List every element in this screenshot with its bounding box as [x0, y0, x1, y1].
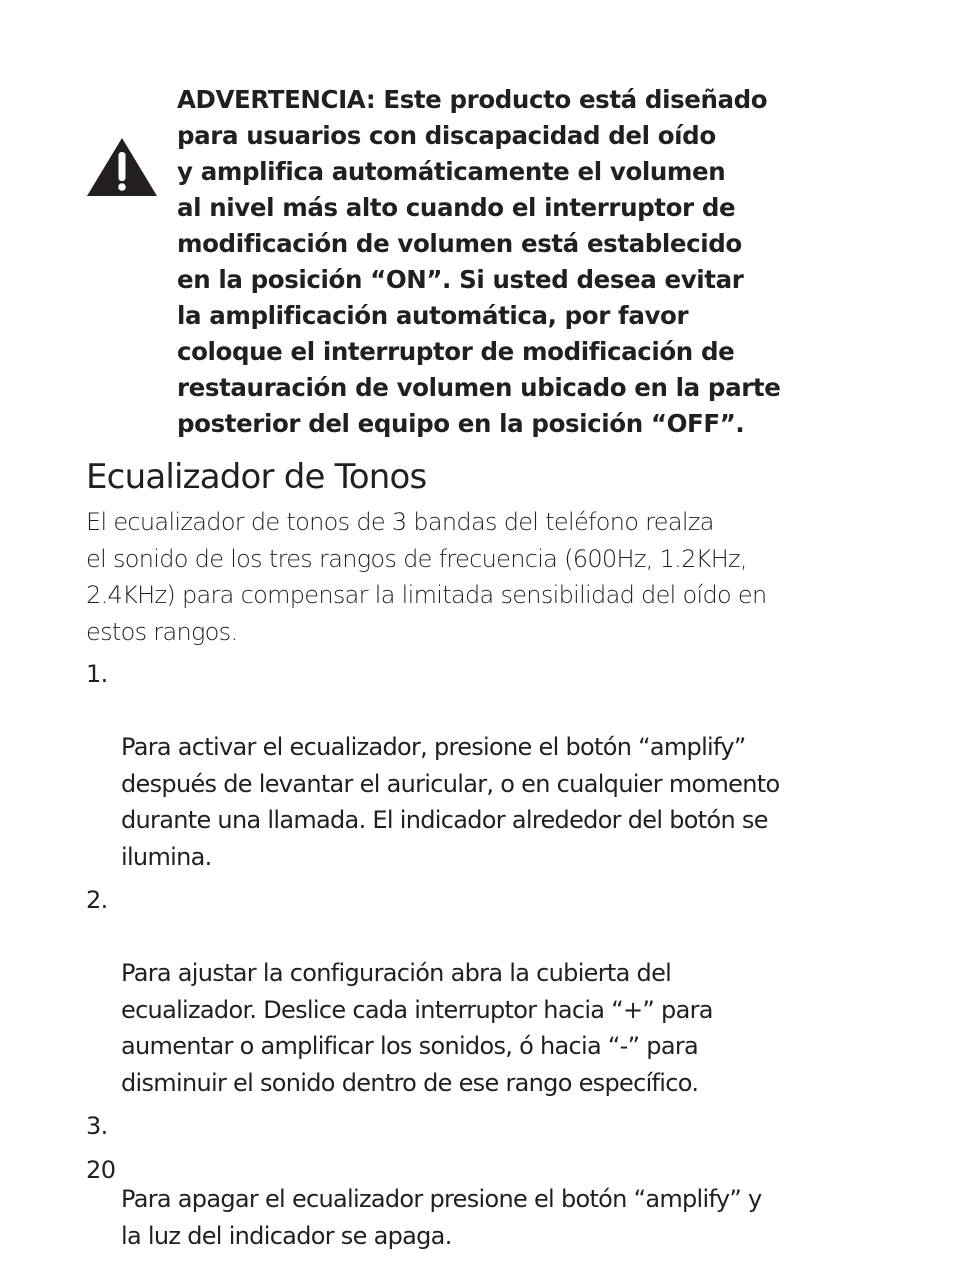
- step-item-3: [86, 1108, 886, 1254]
- step-text: Para ajustar la configuración abra la cubierta del ecualizador. Deslice cada interruptor hacia “+” para aumentar o amplificar los sonidos, ó hacia “-” para disminuir el sonido dentro de ese rango específico.: [121, 959, 713, 1097]
- warning-triangle-icon: [86, 136, 158, 198]
- step-text: Para apagar el ecualizador presione el botón “amplify” y la luz del indicador se apaga.: [121, 1185, 762, 1250]
- step-number: 2.: [86, 886, 108, 914]
- page-number: 20: [86, 1156, 116, 1184]
- step-number: 1.: [86, 660, 108, 688]
- section-title: Ecualizador de Tonos: [86, 457, 427, 497]
- step-item-1: [86, 656, 886, 875]
- intro-paragraph: El ecualizador de tonos de 3 bandas del teléfono realza el sonido de los tres rangos de frecuencia (600Hz, 1.2KHz, 2.4KHz) para compensar la limitada sensibilidad del oído en estos rangos.: [86, 508, 767, 646]
- step-text: Para activar el ecualizador, presione el botón “amplify” después de levantar el auricular, o en cualquier momento durante una llamada. El indicador alrededor del botón se ilumina.: [121, 733, 780, 871]
- step-item-2: [86, 882, 886, 1101]
- step-number: 3.: [86, 1112, 108, 1140]
- steps-list: [86, 656, 886, 1261]
- warning-text: ADVERTENCIA: Este producto está diseñado para usuarios con discapacidad del oído y amplifica automáticamente el volumen al nivel más alto cuando el interruptor de modificación de volumen está establecido en la posición “ON”. Si usted desea evitar la amplificación automática, por favor coloque el interruptor de modificación de restauración de volumen ubicado en la parte posterior del equipo en la posición “OFF”.: [177, 85, 781, 438]
